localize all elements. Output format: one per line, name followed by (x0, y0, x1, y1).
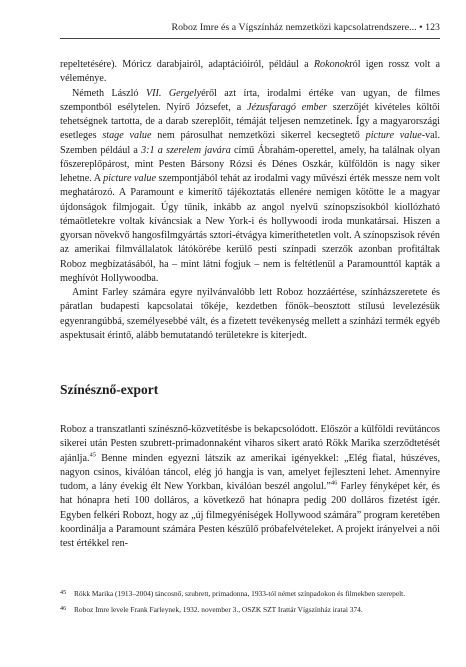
text-run: szempontjából tehát az irodalmi vagy művészi érték messze nem volt meghatározó. A Paramount e kimerítő tájékoztatás ellenére nemigen kötötte le a magyar újdonságok filmjogait. Úgy tűnik, inkább az angol nyelvű színopszisokból kiollózható témaötletekre voltak kíváncsiak a New York-i és hollywoodi iroda munkatársai. Hiszen a gyorsan növekvő hangosfilmgyártás sztori-étvágya kimeríthetetlen volt. A színopszisok révén az amerikai filmvállalatok látókörébe kerülő pesti színpadi szerzők azonban profitáltak Roboz megbízatásából, ha – mint látni fogjuk – nem is feltétlenül a Paramounttól kapták a meghívót Hollywoodba. (60, 173, 440, 284)
page-number: 123 (425, 22, 440, 33)
text-run: Roboz a transzatlanti színésznő-közvetítésbe is bekapcsolódott. Először a külföldi revütáncos sikerei után Pesten szubrett-primadonnaként viharos sikert arató Rökk Marika szerződtetését ajánlja. (60, 424, 440, 464)
footnotes (60, 588, 440, 620)
paragraph (60, 286, 440, 343)
text-run: című Ábrahám-operettel, amely, ha találnak olyan főszereplőpárost, mint Pesten Bársony Rózsi és Dénes Oszkár, külföldön is nagy siker lehetne. A (60, 144, 441, 184)
text-run: éről azt írta, irodalmi értéke van ugyan, de filmes szempontból esélytelen. Nyírő Józsefet, a (60, 87, 440, 113)
running-title: Roboz Imre és a Vígszínház nemzetközi kapcsolatrendszere... (171, 22, 417, 33)
header-rule (60, 38, 440, 39)
footnote-number: 46 (60, 605, 67, 612)
italic-text: picture value (103, 173, 156, 184)
italic-text: Rokonok (313, 59, 350, 70)
text-run: -val. Szemben például a (60, 130, 440, 156)
text-run: szerzőjét kivételes költői tehetségnek tartotta, de a darab szereplőit, témáját teljesen nemzetinek. Így a magyarországi esetleges (60, 101, 440, 142)
footnote-number: 45 (60, 589, 67, 596)
footnote (60, 604, 440, 615)
paragraph (60, 423, 440, 551)
italic-text: stage value (102, 130, 152, 142)
italic-text: Jézusfaragó ember (246, 101, 328, 113)
italic-text: VII. Gergely (145, 87, 202, 99)
section-heading: Színésznő-export (60, 382, 159, 397)
text-run: ról igen rossz volt a véleménye. (60, 59, 441, 85)
paragraph (60, 87, 440, 287)
body-text (60, 58, 440, 551)
footnote-reference[interactable]: 46 (330, 479, 338, 487)
italic-text: picture value (365, 130, 422, 142)
text-run: Benne minden egyezni látszik az amerikai igényekkel: „Elég fiatal, húszéves, nagyon csinos, kiválóan táncol, elég jó hangja is van, amelyet fejleszteni lehet. Amennyire tudom, a lány évekig élt New Yorkban, kiválóan beszél angolul.” (60, 452, 440, 492)
paragraph (60, 58, 440, 87)
text-run: Amint Farley számára egyre nyilvánvalóbb lett Roboz hozzáértése, színházszeretete és páratlan budapesti kapcsolatai tőkéje, kezdetben főnök–beosztott stílusú levelezésük egyenrangúbbá, személyesebbé vált, és a fizetett tevékenység mellett a színházi termék egyéb aspektusait érintő, alább bemutatandó területekre is kiterjedt. (60, 287, 440, 341)
header-separator: • (419, 22, 423, 33)
text-run: Farley fényképet kér, és hat hónapra heti 100 dolláros, a következő hat hónapra pedig 200 dolláros fizetést ígér. Egyben felkéri Robozt, hogy az „új filmegyéniségek Hollywood számára” program keretében koordinálja a Paramount számára Pesten készülő próbafelvételeket. A projekt irányelvei a női test értékkel ren- (60, 481, 440, 549)
running-header (60, 22, 440, 33)
text-run: nem párosulhat nemzetközi sikerrel kecsegtető (151, 130, 366, 142)
text-run: Németh László (72, 87, 146, 99)
text-run: repeltetésére). Móricz darabjairól, adaptációiról, például a (60, 59, 314, 70)
footnote (60, 588, 440, 599)
footnote-text: Rökk Marika (1913–2004) táncosnő, szubrett, primadonna, 1933-tól német színpadokon és filmekben szerepelt. (74, 589, 406, 598)
footnote-reference[interactable]: 45 (89, 451, 97, 459)
italic-text: 3:1 a szerelem javára (141, 144, 231, 156)
footnote-text: Roboz Imre levele Frank Farleynek, 1932. november 3., OSZK SZT Irattár Vígszínház iratai 374. (74, 605, 363, 614)
